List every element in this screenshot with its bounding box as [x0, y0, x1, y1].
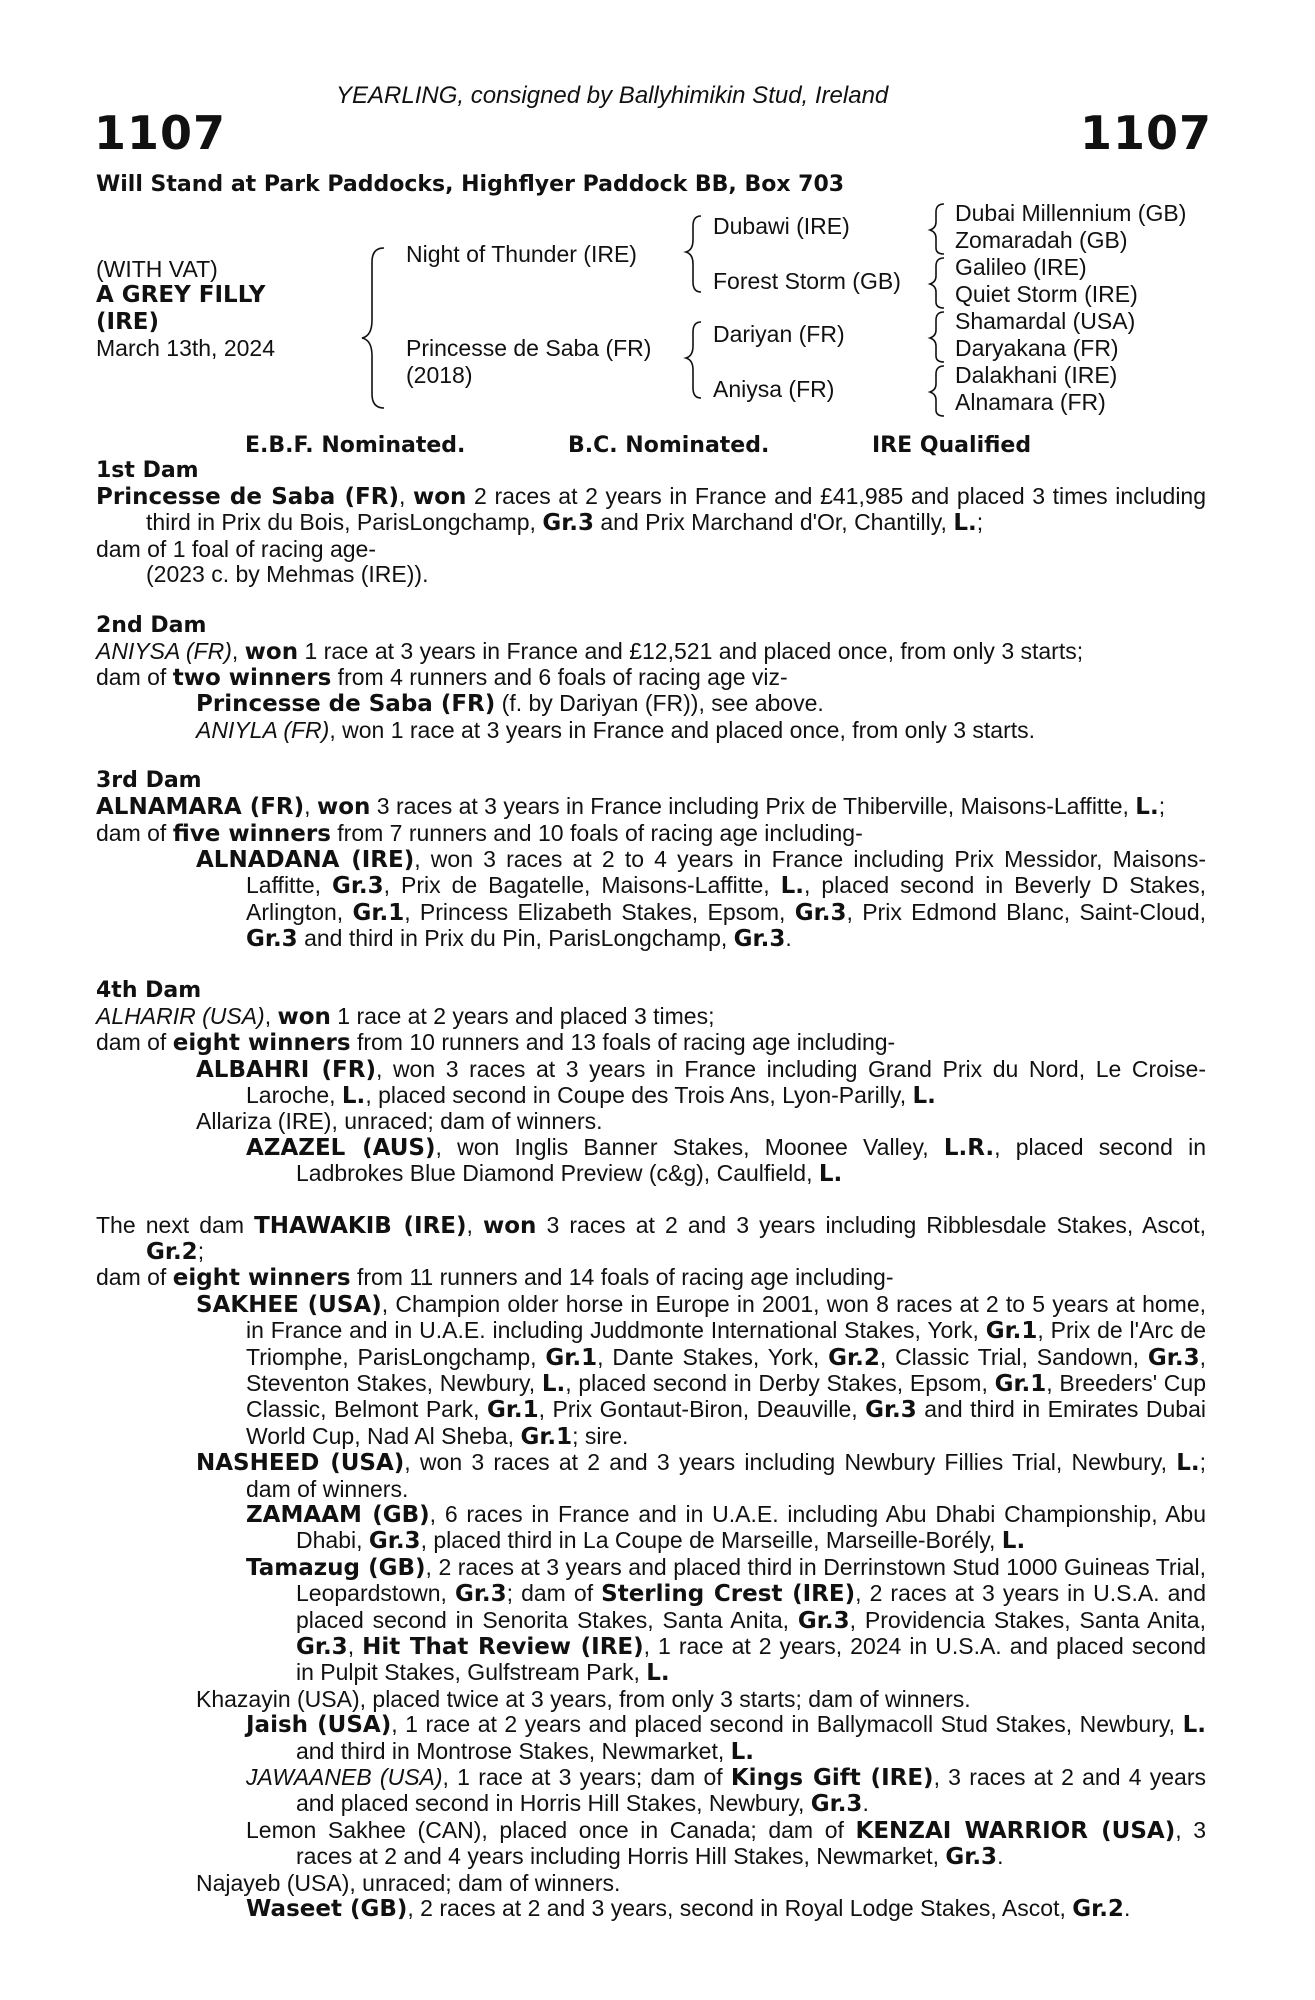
progeny-khazayin: Khazayin (USA), placed twice at 3 years, from only 3 starts; dam of winners.	[196, 1685, 971, 1712]
sire-dam: Forest Storm (GB)	[713, 268, 901, 294]
lot-number-right: 1107	[1080, 106, 1213, 160]
dam-sire: Dariyan (FR)	[713, 321, 845, 347]
second-dam-name: ANIYSA (FR)	[96, 637, 232, 664]
fourth-dam-name: ALHARIR (USA)	[96, 1002, 265, 1029]
sire-name: Night of Thunder (IRE)	[406, 241, 637, 267]
brace-sd	[930, 258, 944, 308]
dd-sire: Dalakhani (IRE)	[955, 362, 1118, 388]
horse-sex-colour: A GREY FILLY	[96, 282, 266, 308]
brace-dam	[686, 322, 701, 398]
sd-dam: Quiet Storm (IRE)	[955, 281, 1138, 307]
location-line: Will Stand at Park Paddocks, Highflyer Paddock BB, Box 703	[96, 172, 845, 197]
first-dam-record: Princesse de Saba (FR), won 2 races at 2 years in France and £41,985 and placed 3 times including third in Prix du Bois, ParisLongchamp, Gr.3 and Prix Marchand d'Or, Chantilly, L.;	[96, 483, 1207, 537]
progeny-jaish: Jaish (USA), 1 race at 2 years and placed second in Ballymacoll Stud Stakes, Newbury, L. and third in Montrose Stakes, Newmarket, L.	[246, 1711, 1206, 1765]
lot-number-left: 1107	[94, 106, 227, 160]
dam-name: Princesse de Saba (FR)	[406, 335, 652, 361]
consignment-line: YEARLING, consigned by Ballyhimikin Stud, Ireland	[336, 82, 889, 109]
fourth-dam-progeny-1: ALBAHRI (FR), won 3 races at 3 years in France including Grand Prix du Nord, Le Croise-Laroche, L., placed second in Coupe des Trois Ans, Lyon-Parilly, L.	[196, 1055, 1206, 1109]
second-dam-progeny-2: ANIYLA (FR), won 1 race at 3 years in France and placed once, from only 3 starts.	[196, 716, 1036, 743]
dam-sections	[96, 458, 1206, 1923]
first-dam-heading: 1st Dam	[96, 458, 199, 483]
brace-dd	[930, 366, 944, 416]
second-dam-produce: dam of two winners from 4 runners and 6 foals of racing age viz-	[96, 664, 788, 692]
vat-note: (WITH VAT)	[96, 256, 218, 282]
ss-dam: Zomaradah (GB)	[955, 227, 1128, 253]
fourth-dam-record: ALHARIR (USA), won 1 race at 2 years and placed 3 times;	[96, 1002, 715, 1030]
progeny-tamazug: Tamazug (GB), 2 races at 3 years and placed third in Derrinstown Stud 1000 Guineas Trial, Leopardstown, Gr.3; dam of Sterling Crest (IRE), 2 races at 3 years in U.S.A. and placed second in Senorita Stakes, Santa Anita, Gr.3, Providencia Stakes, Santa Anita, Gr.3, Hit That Review (IRE), 1 race at 2 years, 2024 in U.S.A. and placed second in Pulpit Stakes, Gulfstream Park, L.	[246, 1553, 1207, 1687]
progeny-jawaaneb: JAWAANEB (USA), 1 race at 3 years; dam of Kings Gift (IRE), 3 races at 2 and 4 years and placed second in Horris Hill Stakes, Newbury, Gr.3.	[246, 1764, 1206, 1818]
sire-sire: Dubawi (IRE)	[713, 213, 850, 239]
dam-dam: Aniysa (FR)	[713, 376, 835, 402]
third-dam-progeny-1: ALNADANA (IRE), won 3 races at 2 to 4 years in France including Prix Messidor, Maisons-Laffitte, Gr.3, Prix de Bagatelle, Maisons-Laffitte, L., placed second in Beverly D Stakes, Arlington, Gr.1, Princess Elizabeth Stakes, Epsom, Gr.3, Prix Edmond Blanc, Saint-Cloud, Gr.3 and third in Prix du Pin, ParisLongchamp, Gr.3.	[196, 846, 1207, 953]
fourth-dam-progeny-2: Allariza (IRE), unraced; dam of winners.	[196, 1108, 603, 1135]
ds-dam: Daryakana (FR)	[955, 335, 1119, 361]
progeny-najayeb: Najayeb (USA), unraced; dam of winners.	[196, 1869, 621, 1896]
progeny-sakhee: SAKHEE (USA), Champion older horse in Europe in 2001, won 8 races at 2 to 5 years at home, in France and in U.A.E. including Juddmonte International Stakes, York, Gr.1, Prix de l'Arc de Triomphe, ParisLongchamp, Gr.1, Dante Stakes, York, Gr.2, Classic Trial, Sandown, Gr.3, Steventon Stakes, Newbury, L., placed second in Derby Stakes, Epsom, Gr.1, Breeders' Cup Classic, Belmont Park, Gr.1, Prix Gontaut-Biron, Deauville, Gr.3 and third in Emirates Dubai World Cup, Nad Al Sheba, Gr.1; sire.	[196, 1290, 1206, 1450]
second-dam-heading: 2nd Dam	[96, 612, 207, 638]
foaling-date: March 13th, 2024	[96, 335, 276, 361]
dd-dam: Alnamara (FR)	[955, 389, 1106, 415]
third-dam-record: ALNAMARA (FR), won 3 races at 3 years in France including Prix de Thiberville, Maisons-Laffitte, L.;	[96, 793, 1166, 821]
progeny-waseet: Waseet (GB), 2 races at 2 and 3 years, second in Royal Lodge Stakes, Ascot, Gr.2.	[246, 1895, 1131, 1923]
brace-ds	[930, 312, 944, 362]
sd-sire: Galileo (IRE)	[955, 254, 1087, 280]
bc-nomination: B.C. Nominated.	[568, 433, 770, 458]
third-dam-heading: 3rd Dam	[96, 768, 202, 794]
brace-sire	[686, 216, 701, 292]
ire-qualified: IRE Qualified	[872, 433, 1032, 458]
next-dam-record: The next dam THAWAKIB (IRE), won 3 races at 2 and 3 years including Ribblesdale Stakes, Ascot, Gr.2;	[96, 1211, 1206, 1265]
dam-year: (2018)	[406, 362, 473, 388]
third-dam-name: ALNAMARA (FR)	[96, 794, 305, 821]
progeny-nasheed: NASHEED (USA), won 3 races at 2 and 3 years including Newbury Fillies Trial, Newbury, L.; dam of winners.	[196, 1449, 1206, 1502]
second-dam-progeny-1: Princesse de Saba (FR) (f. by Dariyan (FR)), see above.	[196, 690, 824, 718]
next-dam-name: THAWAKIB (IRE)	[254, 1212, 467, 1239]
fourth-dam-grandprogeny-1: AZAZEL (AUS), won Inglis Banner Stakes, Moonee Valley, L.R., placed second in Ladbrokes Blue Diamond Preview (c&g), Caulfield, L.	[246, 1133, 1206, 1188]
first-dam-name: Princesse de Saba (FR)	[96, 484, 399, 510]
ebf-nomination: E.B.F. Nominated.	[245, 433, 466, 458]
brace-ss	[930, 204, 944, 254]
progeny-zamaam: ZAMAAM (GB), 6 races in France and in U.A.E. including Abu Dhabi Championship, Abu Dhabi, Gr.3, placed third in La Coupe de Marseille, Marseille-Borély, L.	[246, 1501, 1206, 1555]
progeny-lemon-sakhee: Lemon Sakhee (CAN), placed once in Canada; dam of KENZAI WARRIOR (USA), 3 races at 2 and 4 years including Horris Hill Stakes, Newmarket, Gr.3.	[246, 1816, 1207, 1871]
horse-country: (IRE)	[96, 309, 160, 335]
first-dam-produce: dam of 1 foal of racing age-	[96, 535, 376, 562]
first-dam-foal: (2023 c. by Mehmas (IRE)).	[146, 561, 429, 588]
fourth-dam-heading: 4th Dam	[96, 977, 202, 1003]
next-dam-produce: dam of eight winners from 11 runners and 14 foals of racing age including-	[96, 1264, 894, 1292]
second-dam-record: ANIYSA (FR), won 1 race at 3 years in France and £12,521 and placed once, from only 3 starts;	[96, 637, 1084, 665]
fourth-dam-produce: dam of eight winners from 10 runners and 13 foals of racing age including-	[96, 1029, 896, 1057]
brace-main	[362, 248, 384, 408]
ds-sire: Shamardal (USA)	[955, 308, 1136, 334]
third-dam-produce: dam of five winners from 7 runners and 10 foals of racing age including-	[96, 819, 863, 847]
ss-sire: Dubai Millennium (GB)	[955, 200, 1187, 226]
